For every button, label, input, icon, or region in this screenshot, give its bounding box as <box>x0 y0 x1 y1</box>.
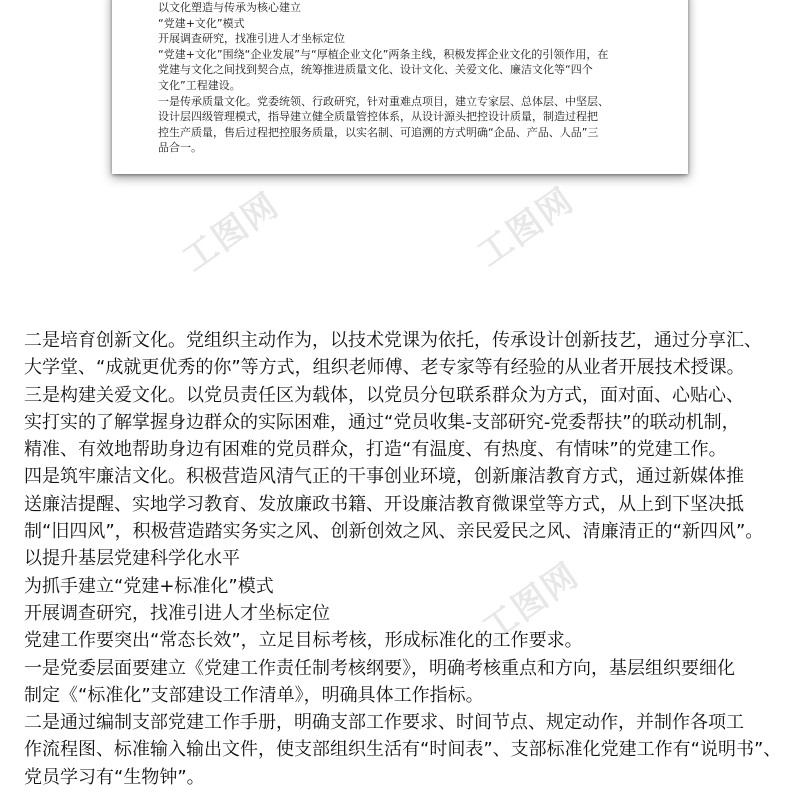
preview-line: “党建+文化”模式 <box>158 16 245 30</box>
preview-text-block <box>158 0 658 156</box>
preview-line: “党建+文化”围绕“企业发展”与“厚植企业文化”两条主线，积极发挥企业文化的引领作用，在 <box>158 47 609 61</box>
preview-line: 开展调查研究，找准引进人才坐标定位 <box>158 32 345 46</box>
text-line: 作流程图、标准输入输出文件，使支部组织生活有“时间表”、支部标准化党建工作有“说明书”、 <box>24 739 782 761</box>
text-line: 一是党委层面要建立《党建工作责任制考核纲要》，明确考核重点和方向，基层组织要细化 <box>24 657 735 679</box>
preview-line: 文化”工程建设。 <box>158 78 241 92</box>
preview-line: 党建与文化之间找到契合点，统筹推进质量文化、设计文化、关爱文化、廉洁文化等“四个 <box>158 63 593 77</box>
text-line: 为抓手建立“党建+标准化”模式 <box>24 575 274 597</box>
text-line: 三是构建关爱文化。以党员责任区为载体，以党员分包联系群众为方式，面对面、心贴心、 <box>24 384 744 406</box>
text-line: 以提升基层党建科学化水平 <box>24 548 240 570</box>
text-line: 二是培育创新文化。党组织主动作为，以技术党课为依托，传承设计创新技艺，通过分享汇、 <box>24 330 762 351</box>
watermark: 工图网 <box>175 185 287 280</box>
text-line: 党建工作要突出“常态长效”，立足目标考核，形成标准化的工作要求。 <box>24 630 583 652</box>
watermark: 工图网 <box>470 180 582 275</box>
text-line: 大学堂、“成就更优秀的你”等方式，组织老师傅、老专家等有经验的从业者开展技术授课。 <box>24 357 745 379</box>
preview-line: 以文化塑造与传承为核心建立 <box>158 1 301 14</box>
text-line: 制“旧四风”，积极营造踏实务实之风、创新创效之风、亲民爱民之风、清廉清正的“新四风”。 <box>24 521 764 543</box>
text-line: 制定《“标准化”支部建设工作清单》，明确具体工作指标。 <box>24 684 484 706</box>
preview-line: 一是传承质量文化。党委统领、行政研究，针对重难点项目，建立专家层、总体层、中坚层、 <box>158 94 609 108</box>
text-line: 开展调查研究，找准引进人才坐标定位 <box>24 602 330 624</box>
preview-line: 设计层四级管理模式，指导建立健全质量管控体系，从设计源头把控设计质量，制造过程把 <box>158 110 598 124</box>
text-line: 精准、有效地帮助身边有困难的党员群众，打造“有温度、有热度、有情味”的党建工作。 <box>24 439 727 461</box>
text-line: 实打实的了解掌握身边群众的实际困难，通过“党员收集-支部研究-党委帮扶”的联动机制， <box>24 411 740 433</box>
text-line: 党员学习有“生物钟”。 <box>24 766 205 788</box>
preview-line: 控生产质量，售后过程把控服务质量，以实名制、可追溯的方式明确“企品、产品、人品”三 <box>158 125 599 139</box>
watermark: 工图网 <box>475 555 587 650</box>
preview-line: 品合一。 <box>158 141 202 155</box>
text-line: 送廉洁提醒、实地学习教育、发放廉政书籍、开设廉洁教育微课堂等方式，从上到下坚决抵 <box>24 493 744 515</box>
text-line: 四是筑牢廉洁文化。积极营造风清气正的干事创业环境，创新廉洁教育方式，通过新媒体推 <box>24 466 744 488</box>
document-preview-card <box>112 0 688 174</box>
text-line: 二是通过编制支部党建工作手册，明确支部工作要求、时间节点、规定动作，并制作各项工 <box>24 712 744 734</box>
main-text-block <box>24 327 784 791</box>
